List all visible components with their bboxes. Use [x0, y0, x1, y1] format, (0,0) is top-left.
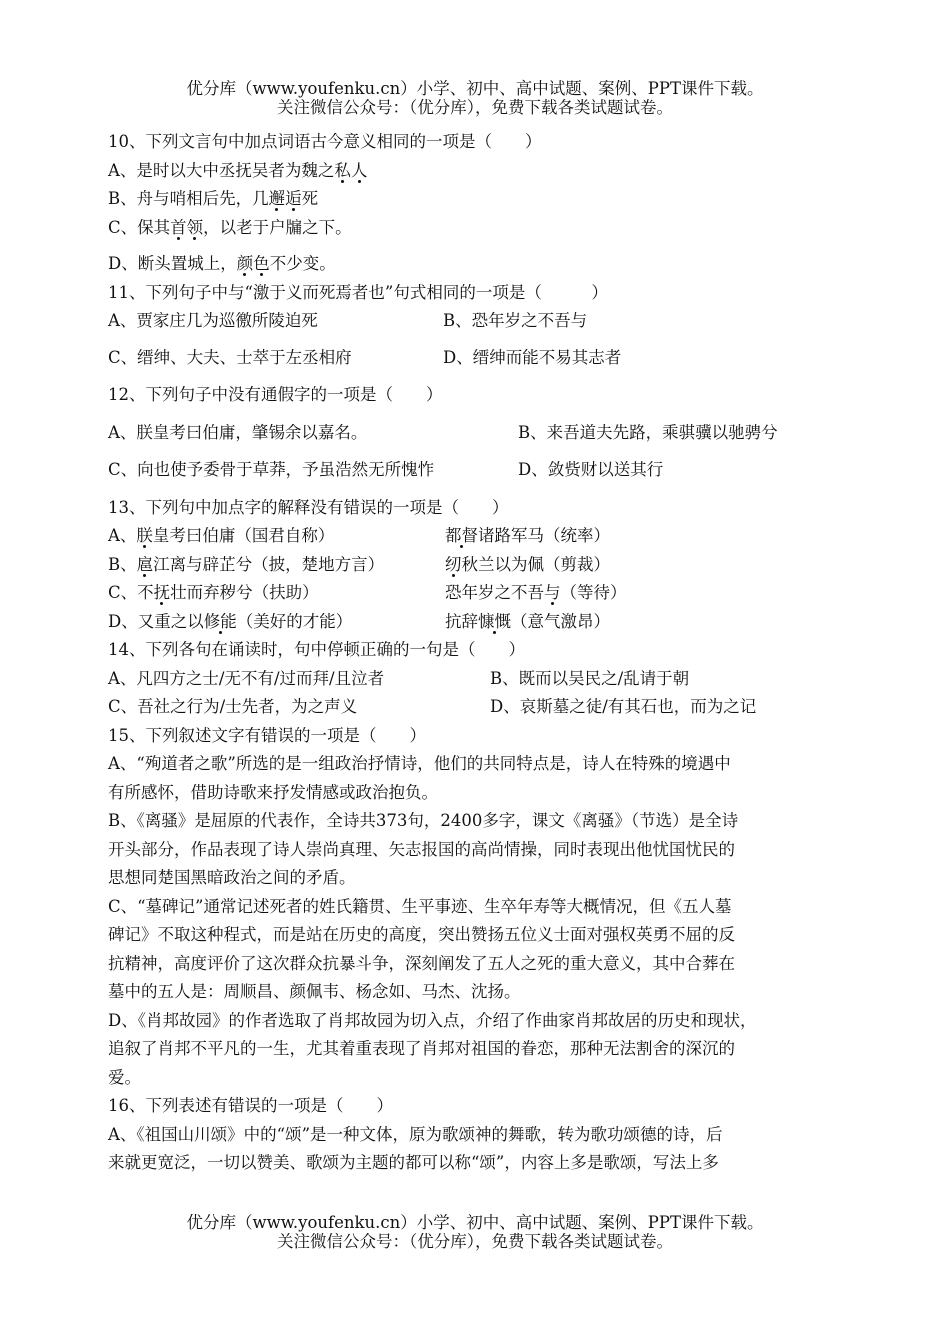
question-16-option-a-line: 来就更宽泛，一切以赞美、歌颂为主题的都可以称“颂”，内容上多是歌颂，写法上多 — [108, 1153, 719, 1172]
dotted-char: 纫 — [445, 554, 462, 574]
question-14-option-b: B、既而以吴民之/乱请于朝 — [490, 668, 690, 688]
question-15-option-c-line: 墓中的五人是：周顺昌、颜佩韦、杨念如、马杰、沈扬。 — [108, 982, 521, 1001]
question-16-stem: 16、下列表述有错误的一项是（ ） — [108, 1096, 393, 1115]
dotted-char: 色 — [253, 254, 270, 273]
question-11-option-b: B、恐年岁之不吾与 — [443, 311, 588, 330]
dotted-char: 扈 — [136, 554, 154, 574]
question-15-option-d-line: 追叙了肖邦不平凡的一生，尤其着重表现了肖邦对祖国的眷恋，那种无法割舍的深沉的 — [108, 1039, 735, 1058]
question-11-stem: 11、下列句子中与“激于义而死焉者也”句式相同的一项是（ ） — [108, 282, 608, 302]
question-12-stem: 12、下列句子中没有通假字的一项是（ ） — [108, 385, 443, 404]
footer-line-2: 关注微信公众号：（优分库），免费下载各类试题试卷。 — [277, 1232, 673, 1251]
question-15-option-b-line: 开头部分，作品表现了诗人崇尚真理、矢志报国的高尚情操，同时表现出他忧国忧民的 — [108, 839, 735, 859]
question-13-stem: 13、下列句中加点字的解释没有错误的一项是（ ） — [108, 497, 509, 517]
dotted-char: 修能 — [203, 611, 237, 631]
question-14-option-a: A、凡四方之士/无不有/过而拜/且泣者 — [108, 668, 385, 688]
dotted-char: 首 — [170, 217, 187, 237]
header-line-2: 关注微信公众号：（优分库），免费下载各类试题试卷。 — [277, 98, 673, 117]
question-12-option-d: D、敛赀财以送其行 — [518, 460, 664, 479]
question-10-option-b: B、舟与哨相后先，几邂逅死 — [108, 189, 319, 208]
question-16-option-a-line: A、《祖国山川颂》中的“颂”是一种文体，原为歌颂神的舞歌，转为歌功颂德的诗，后 — [108, 1124, 723, 1144]
question-12-row-1 — [108, 419, 848, 448]
dotted-char: 领 — [186, 217, 204, 237]
exam-content — [108, 128, 848, 1178]
footer-line-1: 优分库（www.youfenku.cn）小学、初中、高中试题、案例、PPT课件下载。 — [186, 1213, 764, 1232]
question-15-option-c-line: 碑记》不取这种程式，而是站在历史的高度，突出赞扬五位义士面对强权英勇不屈的反 — [108, 925, 735, 944]
question-14-row-2 — [108, 693, 848, 722]
question-15-option-a-line: 有所感怀，借助诗歌来抒发情感或政治抱负。 — [108, 782, 438, 802]
dotted-char: 慷慨 — [478, 611, 511, 631]
question-15-option-b-line: B、《离骚》是屈原的代表作，全诗共373句，2400多字，课文《离骚》（节选）是全诗 — [108, 811, 739, 830]
question-15-option-c-line: 抗精神，高度评价了这次群众抗暴斗争，深刻阐发了五人之死的重大意义，其中合葬在 — [108, 953, 735, 973]
question-11-row-2 — [108, 344, 848, 373]
question-10-option-c: C、保其首领，以老于户牖之下。 — [108, 217, 352, 237]
dotted-char: 逅 — [285, 189, 302, 208]
question-11-option-a: A、贾家庄几为巡徼所陵迫死 — [108, 311, 318, 330]
question-12-row-2 — [108, 456, 848, 485]
question-15-option-d-line: D、《肖邦故园》的作者选取了肖邦故园为切入点，介绍了作曲家肖邦故居的历史和现状， — [108, 1010, 757, 1030]
question-14-option-c: C、吾社之行为/士先者，为之声义 — [108, 697, 358, 716]
question-12-option-b: B、来吾道夫先路，乘骐骥以驰骋兮 — [518, 422, 778, 442]
question-10-stem: 10、下列文言句中加点词语古今意义相同的一项是（ ） — [108, 132, 542, 151]
dotted-char: 与 — [544, 583, 561, 602]
question-11-option-c: C、缙绅、大夫、士萃于左丞相府 — [108, 347, 352, 367]
question-15-option-c-line: C、“墓碑记”通常记述死者的姓氏籍贯、生平事迹、生卒年寿等大概情况，但《五人墓 — [108, 896, 732, 916]
question-12-option-a: A、朕皇考曰伯庸，肇锡余以嘉名。 — [108, 422, 368, 442]
question-15-option-d-line: 爱。 — [108, 1067, 141, 1087]
header-line-1: 优分库（www.youfenku.cn）小学、初中、高中试题、案例、PPT课件下载。 — [186, 79, 764, 98]
question-12-option-c: C、向也使予委骨于草莽，予虽浩然无所愧怍 — [108, 460, 435, 479]
question-15-option-b-line: 思想同楚国黑暗政治之间的矛盾。 — [108, 868, 356, 887]
question-10-option-a: A、是时以大中丞抚吴者为魏之私人 — [108, 160, 368, 180]
question-11-row-1 — [108, 307, 848, 336]
dotted-char: 私 — [334, 160, 351, 180]
page-header — [0, 79, 950, 117]
question-14-stem: 14、下列各句在诵读时，句中停顿正确的一句是（ ） — [108, 640, 525, 659]
dotted-char: 朕 — [136, 526, 153, 545]
question-15-stem: 15、下列叙述文字有错误的一项是（ ） — [108, 725, 426, 745]
page-footer — [0, 1213, 950, 1251]
question-11-option-d: D、缙绅而能不易其志者 — [443, 347, 622, 367]
dotted-char: 都督 — [445, 526, 478, 545]
question-15-option-a-line: A、“殉道者之歌”所选的是一组政治抒情诗，他们的共同特点是，诗人在特殊的境遇中 — [108, 754, 731, 773]
question-14-row-1 — [108, 665, 848, 694]
question-14-option-d: D、哀斯墓之徒/有其石也，而为之记 — [490, 697, 757, 716]
question-13-row-b: B、扈江离与辟芷兮（披，楚地方言） 纫秋兰以为佩（剪裁） — [108, 554, 610, 574]
question-13-row-c: C、不抚壮而弃秽兮（扶助） 恐年岁之不吾与（等待） — [108, 583, 627, 602]
dotted-char: 邂 — [268, 189, 286, 208]
dotted-char: 抚 — [153, 583, 171, 602]
question-13-row-a: A、朕皇考曰伯庸（国君自称） 都督诸路军马（统率） — [108, 526, 610, 545]
question-13-row-d: D、又重之以修能（美好的才能） 抗辞慷慨（意气激昂） — [108, 611, 610, 631]
question-10-option-d: D、断头置城上，颜色不少变。 — [108, 254, 336, 273]
dotted-char: 颜 — [236, 254, 254, 273]
dotted-char: 人 — [350, 160, 368, 180]
